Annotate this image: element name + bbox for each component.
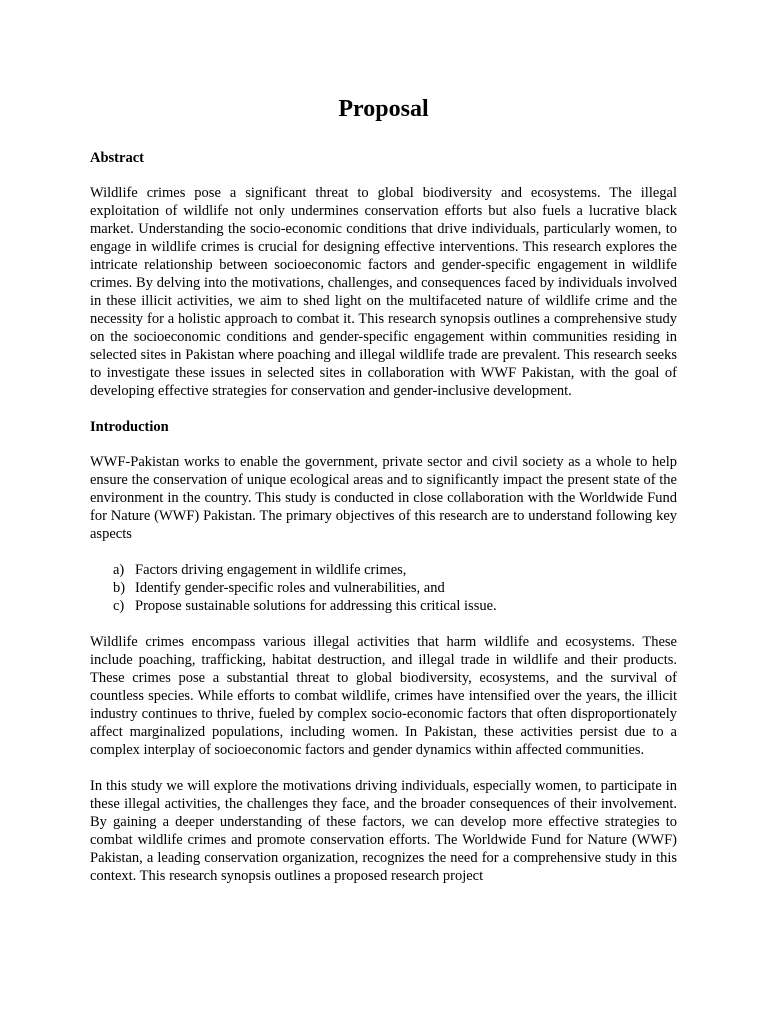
objective-text: Identify gender-specific roles and vulnerabilities, and: [135, 580, 445, 596]
introduction-paragraph-3: In this study we will explore the motivations driving individuals, especially women, to participate in these illegal activities, the challenges they face, and the broader consequences of their involvement. By gaining a deeper understanding of these factors, we can develop more effective strategies to combat wildlife crimes and promote conservation efforts. The Worldwide Fund for Nature (WWF) Pakistan, a leading conservation organization, recognizes the need for a comprehensive study in this context. This research synopsis outlines a proposed research project: [90, 778, 677, 884]
objective-text: Factors driving engagement in wildlife crimes,: [135, 562, 407, 578]
introduction-paragraph-2: Wildlife crimes encompass various illegal activities that harm wildlife and ecosystems. These include poaching, trafficking, habitat destruction, and illegal trade in wildlife and their products. These crimes pose a substantial threat to global biodiversity, ecosystems, and the survival of countless species. While efforts to combat wildlife, crimes have intensified over the years, the illicit industry continues to thrive, fueled by complex socio-economic factors that often disproportionately affect marginalized populations, including women. In Pakistan, these activities persist due to a complex interplay of socioeconomic factors and gender dynamics within affected communities.: [90, 634, 677, 758]
document-title: Proposal: [338, 96, 429, 122]
list-marker: a): [113, 562, 125, 578]
list-marker: c): [113, 598, 125, 614]
objective-item-b: [113, 579, 677, 597]
document-body: [90, 94, 677, 903]
introduction-paragraph-1: WWF-Pakistan works to enable the government, private sector and civil society as a whole to help ensure the conservation of unique ecological areas and to significantly impact the present state of the environment in the country. This study is conducted in close collaboration with the Worldwide Fund for Nature (WWF) Pakistan. The primary objectives of this research are to understand following key aspects: [90, 454, 677, 542]
abstract-heading: Abstract: [90, 150, 144, 166]
abstract-paragraph: Wildlife crimes pose a significant threat to global biodiversity and ecosystems. The illegal exploitation of wildlife not only undermines conservation efforts but also fuels a lucrative black market. Understanding the socio-economic conditions that drive individuals, particularly women, to engage in wildlife crimes is crucial for designing effective interventions. This research explores the intricate relationship between socioeconomic factors and gender-specific engagement in wildlife crimes. By delving into the motivations, challenges, and consequences faced by individuals involved in these illicit activities, we aim to shed light on the multifaceted nature of wildlife crime and the necessity for a holistic approach to combat it. This research synopsis outlines a comprehensive study on the socioeconomic conditions and gender-specific engagement within communities residing in selected sites in Pakistan where poaching and illegal wildlife trade are prevalent. This research seeks to investigate these issues in selected sites in collaboration with WWF Pakistan, with the goal of developing effective strategies for conservation and gender-inclusive development.: [90, 185, 677, 399]
objective-item-a: [113, 561, 677, 579]
objectives-list: [90, 561, 677, 615]
list-marker: b): [113, 580, 126, 596]
objective-item-c: [113, 597, 677, 615]
introduction-heading: Introduction: [90, 419, 169, 435]
objective-text: Propose sustainable solutions for addressing this critical issue.: [135, 598, 497, 614]
